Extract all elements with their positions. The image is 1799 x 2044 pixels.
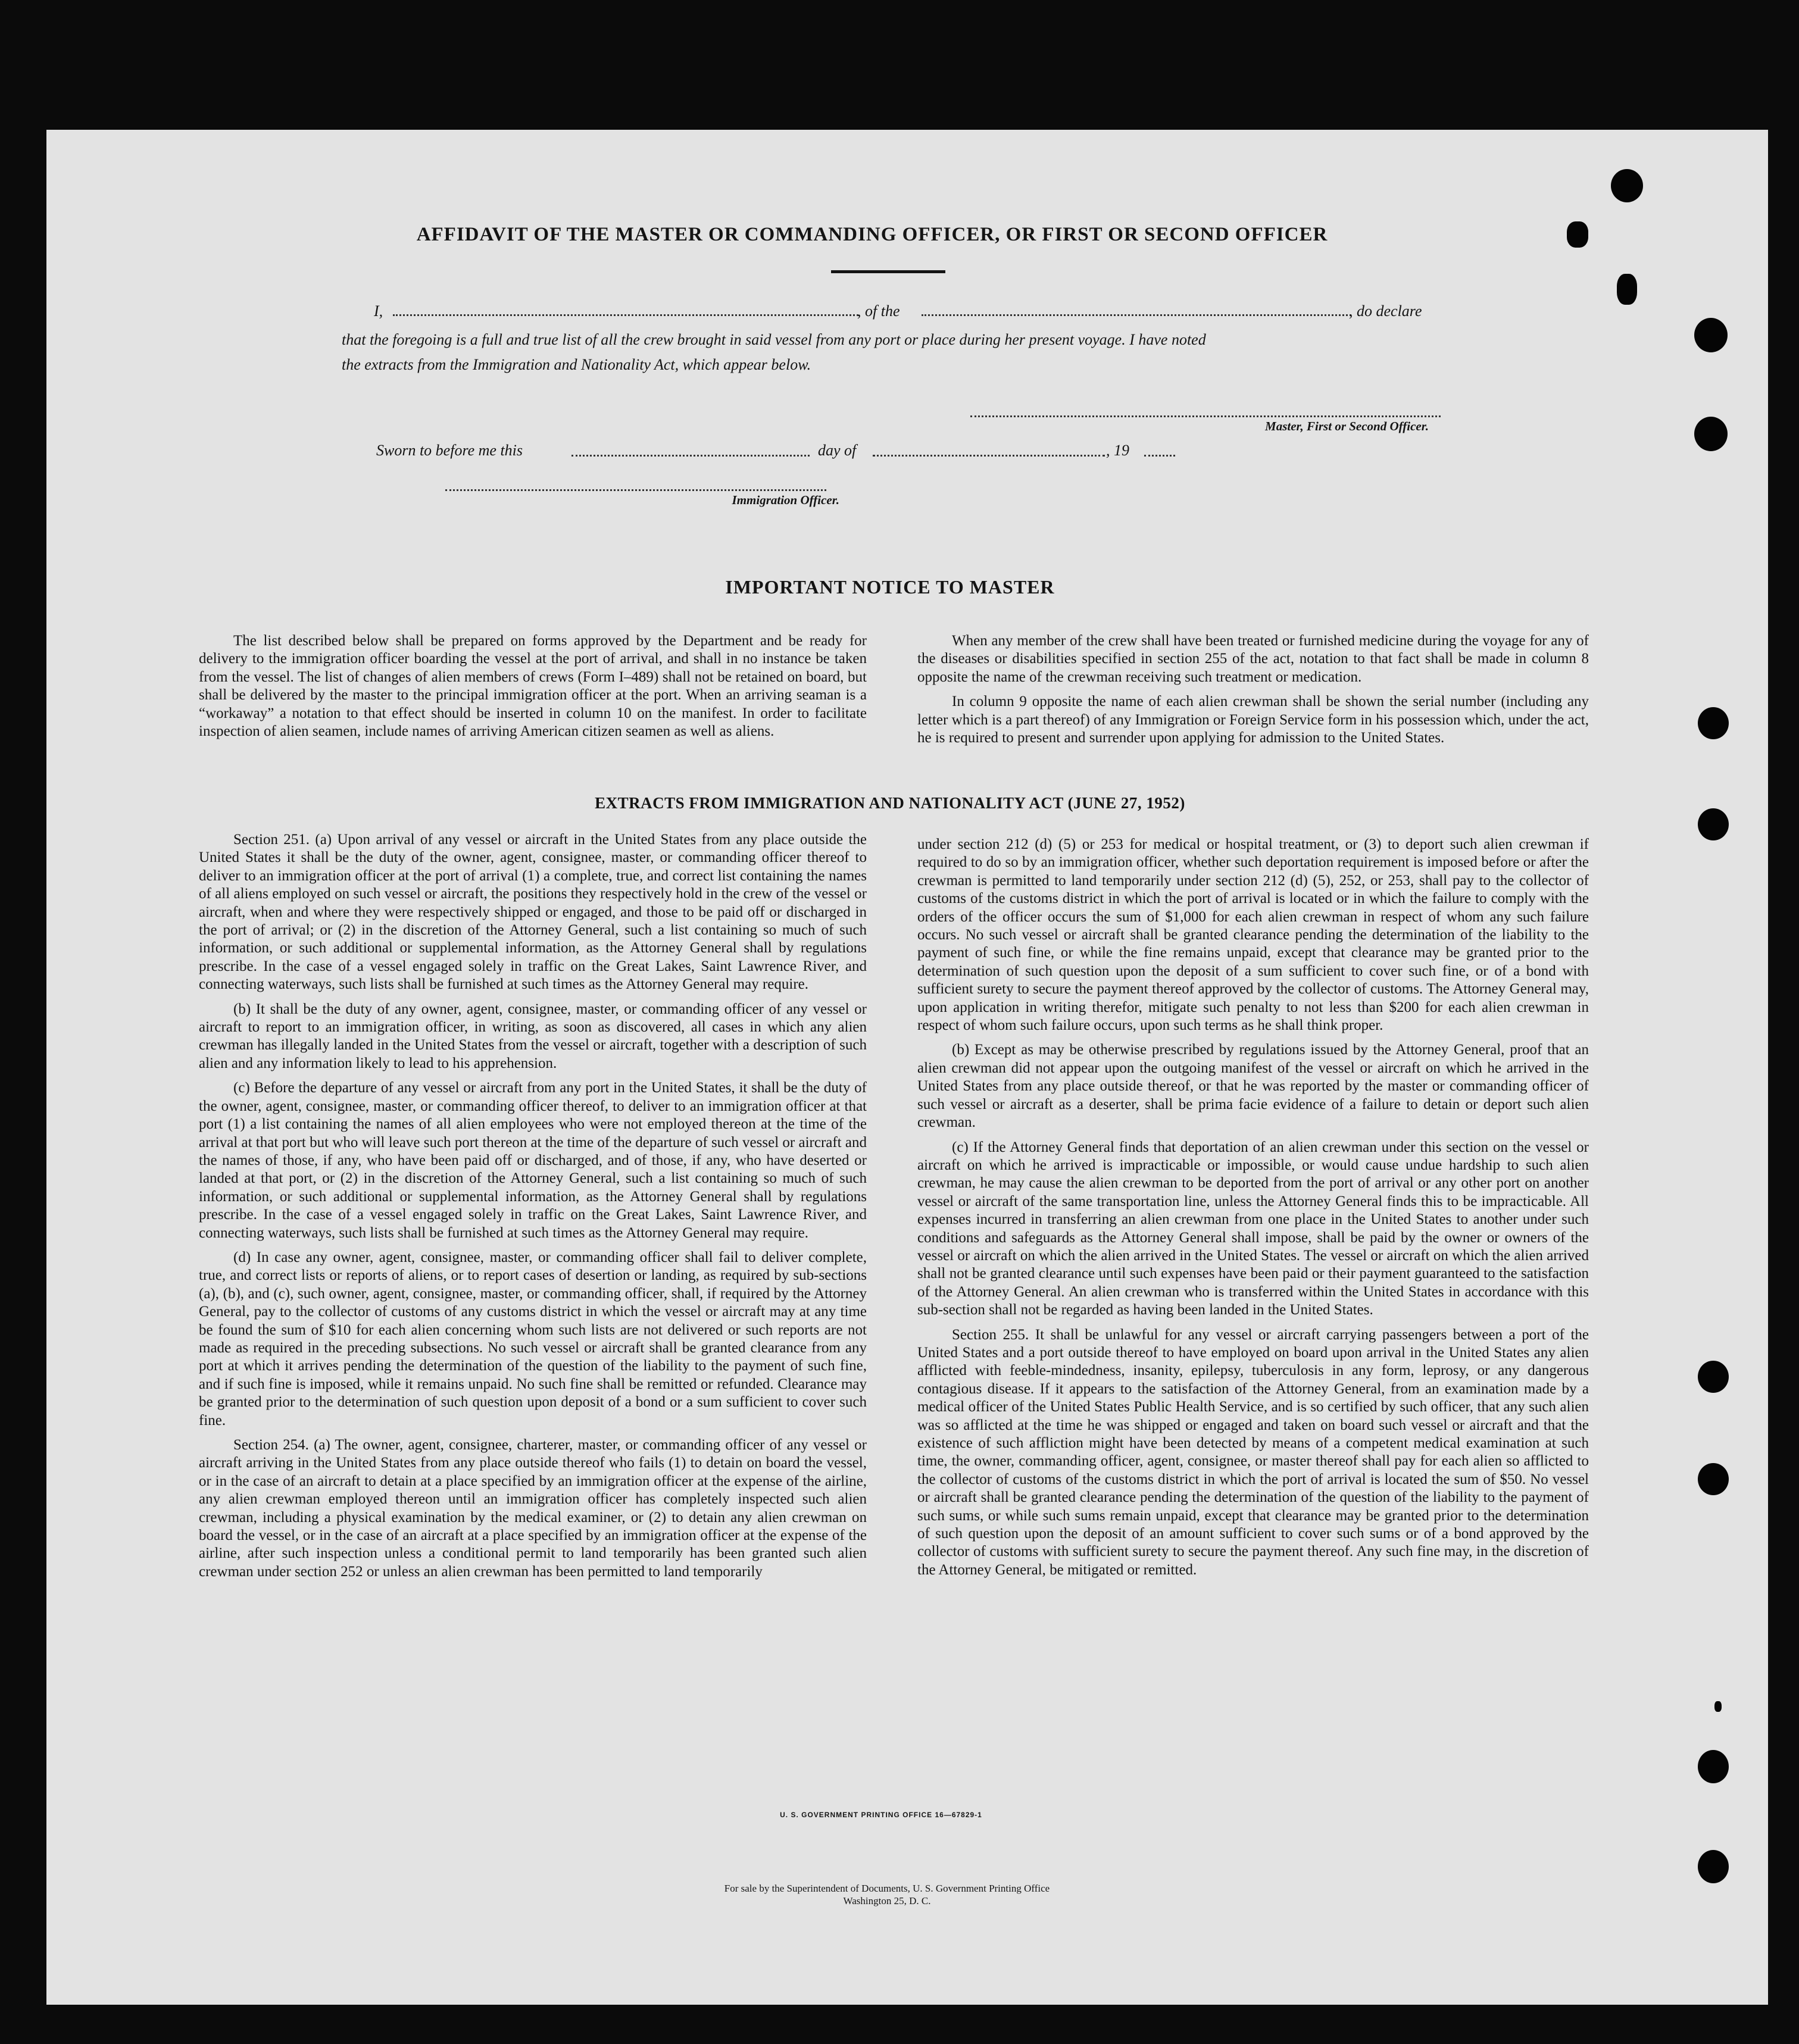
notice-heading: IMPORTANT NOTICE TO MASTER [725,576,1055,598]
punch-hole [1698,1750,1729,1783]
punch-hole [1694,318,1728,352]
master-signature-caption: Master, First or Second Officer. [1265,419,1429,433]
section-254b-paragraph: (b) Except as may be otherwise prescribed by regulations issued by the Attorney General, proof that an alien crewman did not appear upon the outgoing manifest of the vessel or aircraft on which he arrived in the United States from any place outside thereof, or that he was reported by the master or commanding officer of such vessel or aircraft as a deserter, shall be prima facie evidence of a failure to detain or deport such alien crewman. [917,1042,1589,1131]
name-field-line[interactable] [393,314,858,316]
notice-right-paragraph-2: In column 9 opposite the name of each alien crewman shall be shown the serial number (including any letter which is a part thereof) of any Immigration or Foreign Service form in his possession which, under the act, he is required to present and surrender upon applying for admission to the United States. [917,693,1589,746]
punch-hole [1698,1850,1729,1883]
officer-signature-caption: Immigration Officer. [732,493,839,507]
title-rule [831,270,945,273]
printing-office-line: U. S. GOVERNMENT PRINTING OFFICE 16—67829-1 [780,1811,982,1819]
officer-signature-line[interactable] [445,489,826,491]
section-251b-paragraph: (b) It shall be the duty of any owner, agent, consignee, master, or commanding officer of any vessel or aircraft to report to an immigration officer, in writing, as soon as discovered, all cases in which any alien crewman has illegally landed in the United States from the vessel or aircraft, together with a description of such alien and any information likely to lead to his apprehension. [199,1001,867,1071]
sworn-month-field-line[interactable] [873,455,1105,457]
declaration-line-2: the extracts from the Immigration and Nationality Act, which appear below. [342,356,811,373]
section-254a-paragraph: Section 254. (a) The owner, agent, consignee, charterer, master, or commanding officer of any vessel or aircraft arriving in the United States from any place outside thereof who fails (1) to detain on board the vessel, or in the case of an aircraft to detain at a place specified by an immigration officer at the expense of the airline, any alien crewman employed thereon until an immigration officer has completely inspected such alien crewman, including a physical examination by the medical examiner, or (2) to detain any alien crewman on board the vessel, or in the case of an aircraft at a place specified by an immigration officer at the expense of the airline, after such inspection unless a conditional permit to land temporarily has been granted such alien crewman under section 252 or unless an alien crewman has been permitted to land temporarily [199,1437,867,1580]
section-251a-paragraph: Section 251. (a) Upon arrival of any vessel or aircraft in the United States from any place outside the United States it shall be the duty of the owner, agent, consignee, master, or commanding officer thereof to deliver to an immigration officer at the port of arrival (1) a complete, true, and correct list containing the names of all aliens employed on such vessel or aircraft, the positions they respectively hold in the crew of the vessel or aircraft, when and where they were respectively shipped or engaged, and those to be paid off or discharged in the port of arrival; or (2) in the discretion of the Attorney General, such a list containing so much of such information, or such additional or supplemental information, as the Attorney General shall by regulations prescribe. In the case of a vessel engaged solely in traffic on the Great Lakes, Saint Lawrence River, and connecting waterways, such lists shall be furnished at such times as the Attorney General may require. [199,832,867,993]
section-254c-paragraph: (c) If the Attorney General finds that deportation of an alien crewman under this section on the vessel or aircraft on which he arrived is impracticable or impossible, or would cause undue hardship to such alien crewman, he may cause the alien crewman to be deported from the port of arrival or any other port on another vessel or aircraft of the same transportation line, unless the Attorney General finds this to be impracticable. All expenses incurred in transferring an alien crewman from one place in the United States to another under such conditions and safeguards as the Attorney General shall impose, shall be paid by the owner or owners of the vessel or aircraft on which the alien arrived in the United States. The vessel or aircraft on which the alien arrived shall not be granted clearance until such expenses have been paid or their payment guaranteed to the satisfaction of the Attorney General. An alien crewman who is transferred within the United States in accordance with this sub-section shall not be regarded as having been landed in the United States. [917,1139,1589,1318]
day-of-label: day of [818,442,857,459]
punch-hole [1698,1361,1729,1393]
extracts-right-column [917,836,1589,1586]
of-the-label: , of the [857,302,900,320]
notice-right-column [917,632,1589,754]
i-label: I, [374,302,383,320]
notice-left-column [199,632,867,747]
sworn-day-field-line[interactable] [571,455,810,457]
section-254a-continued-paragraph: under section 212 (d) (5) or 253 for medical or hospital treatment, or (3) to deport such alien crewman if required to do so by an immigration officer, whether such deportation requirement is imposed before or after the crewman is permitted to land temporarily under section 212 (d) (5), 252, or 253, shall pay to the collector of customs of the customs district in which the port of arrival is located or in which the failure to comply with the orders of the officer occurs the sum of $1,000 for each alien crewman in respect of whom any such failure occurs. No such vessel or aircraft shall be granted clearance pending the determination of the liability to the payment of such fine, or while the fine remains unpaid, except that clearance may be granted prior to the determination of such question upon the deposit of a sum sufficient to cover such fine, or of a bond with sufficient surety to secure the payment thereof approved by the collector of customs. The Attorney General may, upon application in writing therefor, mitigate such penalty to not less than $200 for each alien crewman in respect of whom such failure occurs, upon such terms as he shall think proper. [917,836,1589,1034]
extracts-heading: EXTRACTS FROM IMMIGRATION AND NATIONALITY ACT (JUNE 27, 1952) [595,794,1185,812]
notice-right-paragraph-1: When any member of the crew shall have been treated or furnished medicine during the voyage for any of the diseases or disabilities specified in section 255 of the act, notation to that fact shall be made in column 8 opposite the name of the crewman receiving such treatment or medication. [917,633,1589,685]
do-declare-label: , do declare [1349,302,1422,320]
year-prefix-label: , 19 [1106,442,1129,459]
punch-hole-smudge [1714,1701,1722,1712]
punch-hole [1698,1463,1729,1495]
sworn-label: Sworn to before me this [376,442,523,459]
vessel-field-line[interactable] [922,314,1351,316]
section-255-paragraph: Section 255. It shall be unlawful for any vessel or aircraft carrying passengers between a port of the United States and a port outside thereof to have employed on board upon arrival in the United States any alien afflicted with feeble-mindedness, insanity, epilepsy, tuberculosis in any form, leprosy, or any dangerous contagious disease. If it appears to the satisfaction of the Attorney General, from an examination made by a medical officer of the United States Public Health Service, and is so certified by such officer, that any such alien was so afflicted at the time he was shipped or engaged and taken on board such vessel or aircraft and that the existence of such affliction might have been detected by means of a competent medical examination at such time, the owner, commanding officer, agent, consignee, or master thereof shall pay for each alien so afflicted to the collector of customs of the customs district in which the port of arrival is located the sum of $50. No vessel or aircraft shall be granted clearance pending the determination of the question of the liability to the payment of such sums, or while such sums remain unpaid, except that clearance may be granted prior to the determination of such question upon the deposit of an amount sufficient to cover such sums or of a bond approved by the collector of customs with sufficient surety to secure the payment thereof. Any such fine may, in the discretion of the Attorney General, be mitigated or remitted. [917,1326,1589,1578]
section-251d-paragraph: (d) In case any owner, agent, consignee, master, or commanding officer shall fail to deliver complete, true, and correct lists or reports of aliens, or to report cases of desertion or landing, as required by sub-sections (a), (b), and (c), such owner, agent, consignee, master, or commanding officer, shall, if required by the Attorney General, pay to the collector of customs of any customs district in which the vessel or aircraft may at any time be found the sum of $10 for each alien concerning whom such lists are not delivered or such reports are not made as required in the preceding subsections. No such vessel or aircraft shall be granted clearance from any port at which it arrives pending the determination of the question of the liability to the payment of such fine, and if such fine is imposed, while it remains unpaid. No such fine shall be remitted or refunded. Clearance may be granted prior to the determination of such question upon deposit of a bond or a sum sufficient to cover such fine. [199,1249,867,1429]
affidavit-title: AFFIDAVIT OF THE MASTER OR COMMANDING OFFICER, OR FIRST OR SECOND OFFICER [416,224,1328,245]
punch-hole [1611,169,1643,202]
punch-hole [1698,707,1729,739]
notice-left-paragraph: The list described below shall be prepared on forms approved by the Department and be ready for delivery to the immigration officer boarding the vessel at the port of arrival, and shall in no instance be taken from the vessel. The list of changes of alien members of crews (Form I–489) shall not be retained on board, but shall be delivered by the master to the principal immigration officer at the port. When an arriving seaman is a “workaway” a notation to that effect should be inserted in column 10 on the manifest. In order to facilitate inspection of alien seamen, include names of arriving American citizen seamen as well as aliens. [199,633,867,740]
declaration-line-1: that the foregoing is a full and true list of all the crew brought in said vessel from any port or place during her present voyage. I have noted [342,331,1206,348]
sale-notice-line-2: Washington 25, D. C. [843,1895,931,1907]
punch-hole [1698,808,1729,840]
punch-hole [1694,417,1728,451]
section-251c-paragraph: (c) Before the departure of any vessel or aircraft from any port in the United States, it shall be the duty of the owner, agent, consignee, master, or commanding officer thereof, to deliver to an immigration officer at that port (1) a list containing the names of all alien employees who were not employed thereon at the time of the arrival at that port but who will leave such port thereon at the time of the departure of such vessel or aircraft and the names of those, if any, who have been paid off or discharged, and of those, if any, who have deserted or landed at that port, or (2) in the discretion of the Attorney General, such a list containing so much of such information, or such additional or supplemental information, as the Attorney General shall by regulations prescribe. In the case of a vessel engaged solely in traffic on the Great Lakes, Saint Lawrence River, and connecting waterways, such lists shall be furnished at such times as the Attorney General may require. [199,1080,867,1241]
extracts-left-column [199,831,867,1587]
master-signature-line[interactable] [970,415,1441,417]
sale-notice [536,1882,1238,1907]
punch-hole-smudge [1567,221,1588,248]
sworn-year-field-line[interactable] [1144,455,1175,457]
sale-notice-line-1: For sale by the Superintendent of Documents, U. S. Government Printing Office [724,1883,1050,1894]
punch-hole-smudge [1617,274,1637,305]
